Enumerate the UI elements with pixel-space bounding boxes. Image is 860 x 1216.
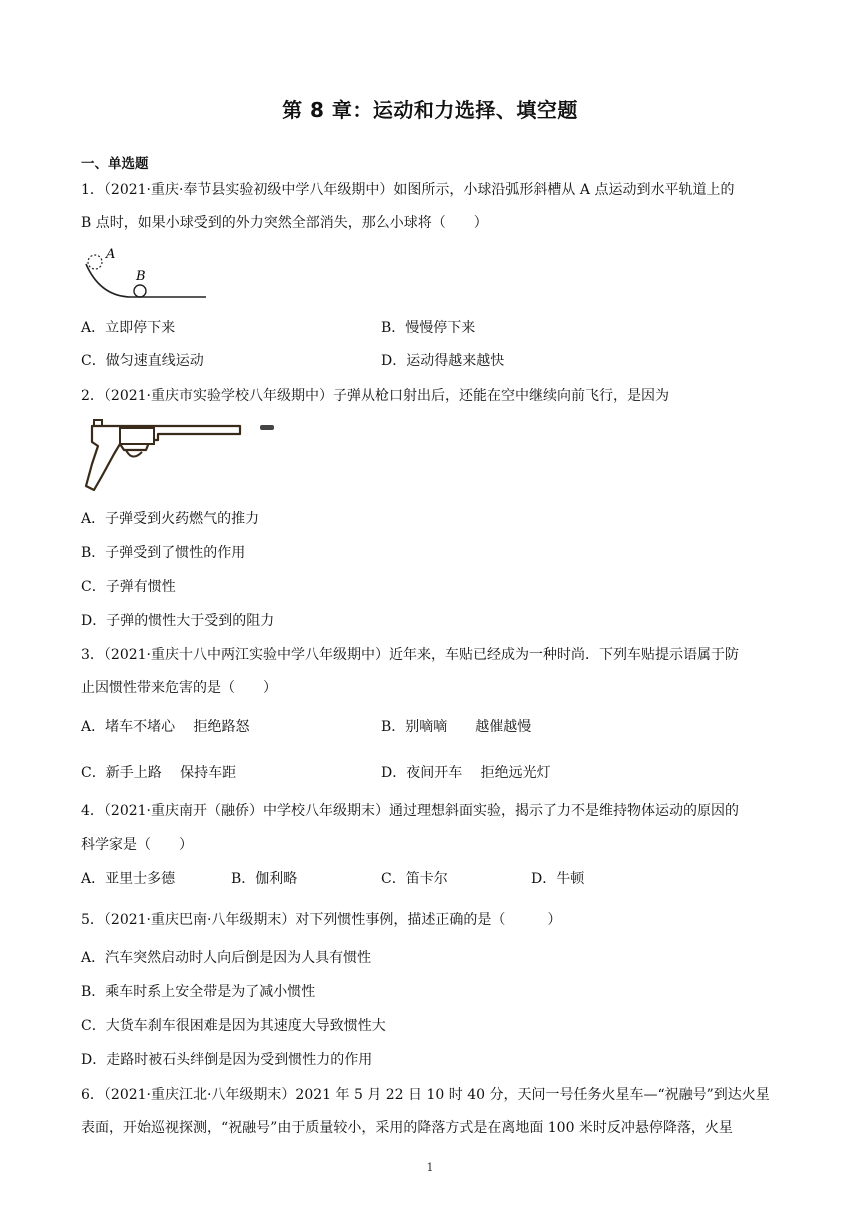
q4-option-c: C．笛卡尔 [381,871,448,887]
q1-option-c: C．做匀速直线运动 [81,353,204,369]
q4-option-a: A．亚里士多德 [81,871,176,887]
label-b: B [136,269,146,284]
ball-position-a [88,255,102,269]
question-6-text: 6．（2021·重庆江北·八年级期末）2021 年 5 月 22 日 10 时 40 分，天问一号任务火星车—“祝融号”到达火星 [81,1087,770,1103]
question-3-text-cont: 止因惯性带来危害的是（ ） [81,680,277,696]
section-heading: 一、单选题 [81,156,149,172]
q4-option-d: D．牛顿 [531,871,585,887]
q5-option-b: B．乘车时系上安全带是为了减小惯性 [81,984,316,1000]
question-5-text: 5．（2021·重庆巴南·八年级期末）对下列惯性事例，描述正确的是（ ） [81,912,562,928]
label-a: A [106,247,116,262]
q1-option-a: A．立即停下来 [81,320,176,336]
q4-option-b: B．伽利略 [231,871,298,887]
revolver-figure [80,416,280,498]
q3-option-c: C．新手上路 保持车距 [81,765,237,781]
q5-option-c: C．大货车刹车很困难是因为其速度大导致惯性大 [81,1018,386,1034]
q5-option-a: A．汽车突然启动时人向后倒是因为人具有惯性 [81,950,372,966]
page-title: 第 8 章：运动和力选择、填空题 [282,98,578,122]
question-3-text: 3．（2021·重庆十八中两江实验中学八年级期中）近年来，车贴已经成为一种时尚．下列车贴提示语属于防 [81,647,739,663]
q3-option-a: A．堵车不堵心 拒绝路怒 [81,719,250,735]
bullet-icon [260,425,274,430]
q1-option-d: D．运动得越来越快 [381,353,505,369]
q1-option-b: B．慢慢停下来 [381,320,476,336]
question-4-text-cont: 科学家是（ ） [81,837,193,853]
ball-position-b [134,285,146,297]
question-1-text: 1．（2021·重庆·奉节县实验初级中学八年级期中）如图所示，小球沿弧形斜槽从 A 点运动到水平轨道上的 [81,182,735,198]
question-6-text-cont: 表面，开始巡视探测，“祝融号”由于质量较小，采用的降落方式是在离地面 100 米时反冲悬停降落，火星 [81,1120,733,1136]
q2-option-a: A．子弹受到火药燃气的推力 [81,511,260,527]
q5-option-d: D．走路时被石头绊倒是因为受到惯性力的作用 [81,1052,373,1068]
q2-option-d: D．子弹的惯性大于受到的阻力 [81,613,275,629]
incline-ball-figure [80,244,210,302]
q2-option-b: B．子弹受到了惯性的作用 [81,545,246,561]
q3-option-b: B．别嘀嘀 越催越慢 [381,719,532,735]
q2-option-c: C．子弹有惯性 [81,579,176,595]
page-number: 1 [426,1161,434,1174]
question-2-text: 2．（2021·重庆市实验学校八年级期中）子弹从枪口射出后，还能在空中继续向前飞行，是因为 [81,388,669,404]
question-1-text-cont: B 点时，如果小球受到的外力突然全部消失，那么小球将（ ） [81,215,488,231]
question-4-text: 4．（2021·重庆南开（融侨）中学校八年级期末）通过理想斜面实验，揭示了力不是维持物体运动的原因的 [81,803,739,819]
q3-option-d: D．夜间开车 拒绝远光灯 [381,765,551,781]
